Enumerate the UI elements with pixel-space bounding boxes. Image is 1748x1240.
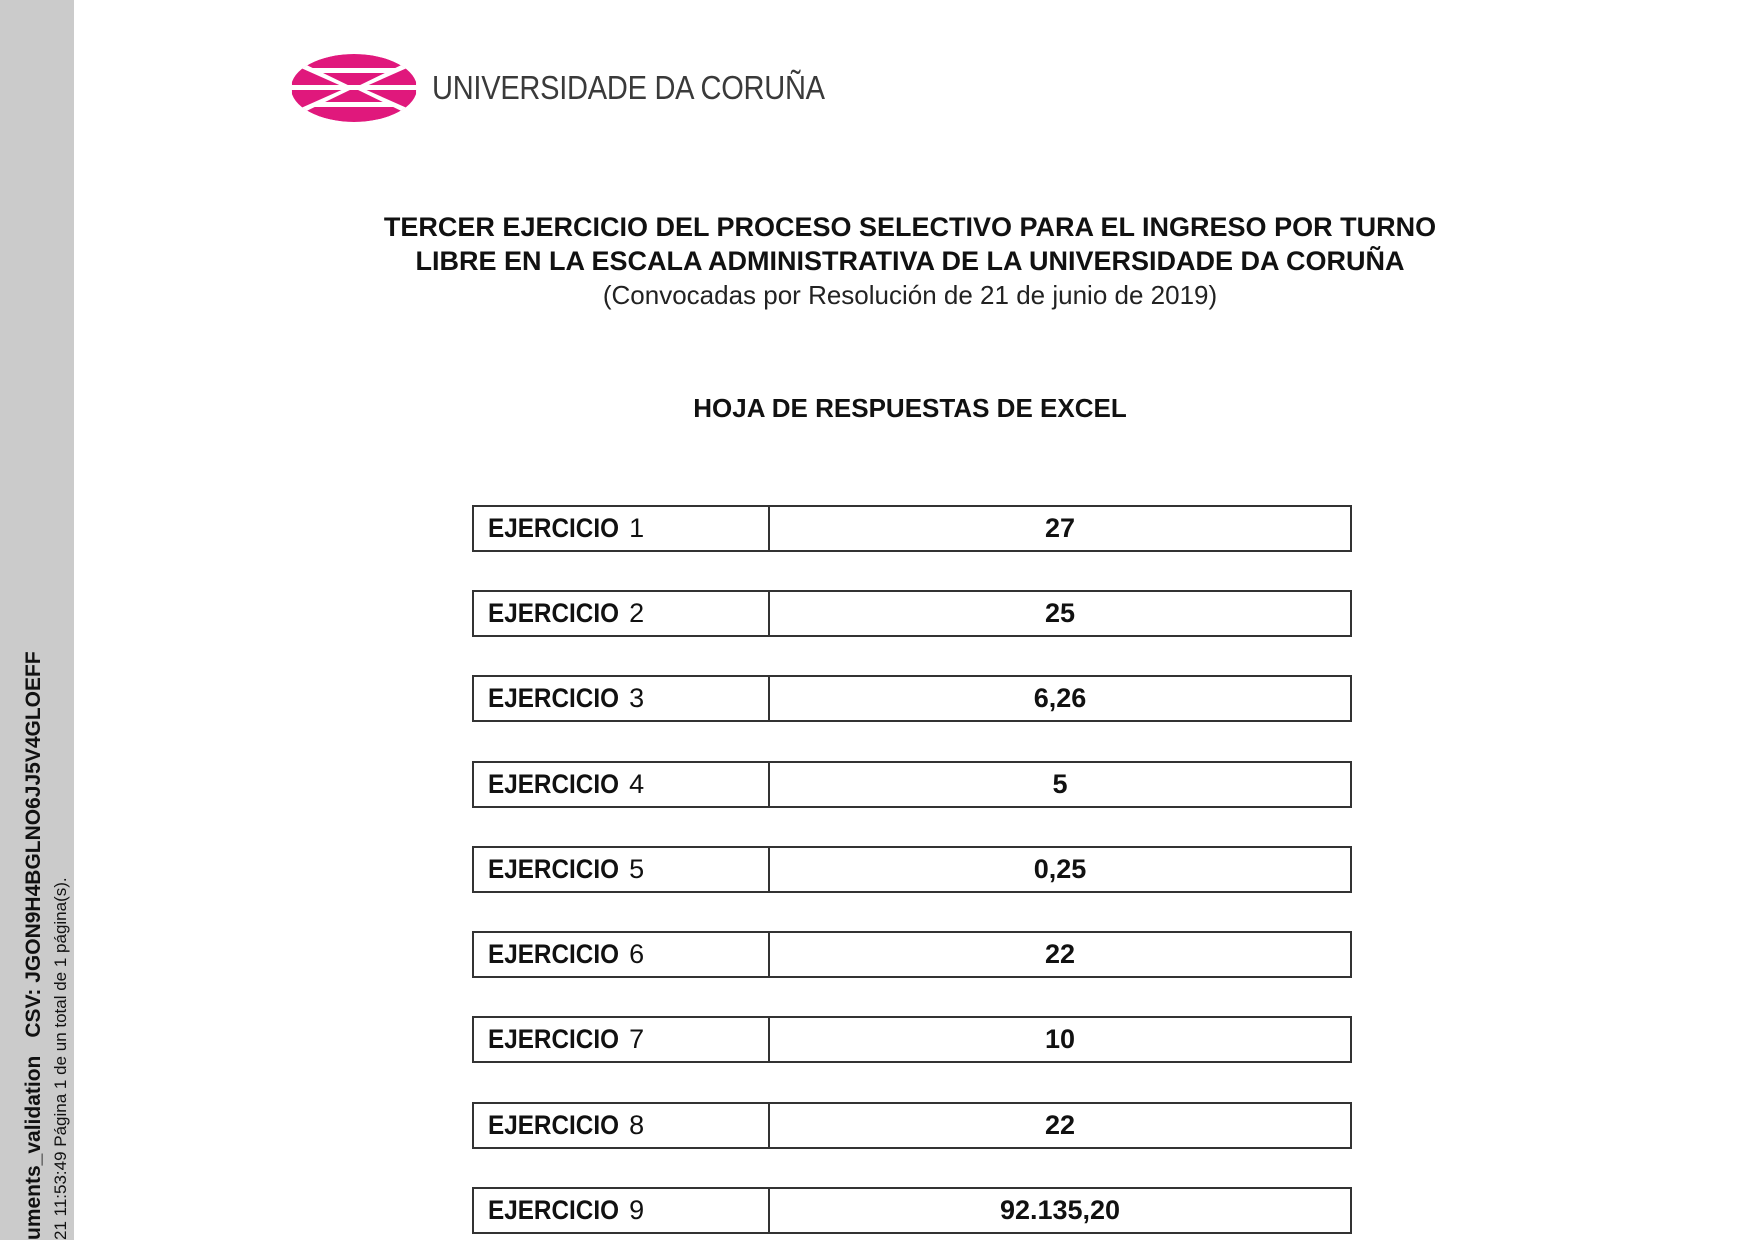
answer-label-word: EJERCICIO [488, 939, 619, 969]
answer-label-word: EJERCICIO [488, 598, 619, 628]
heading-line-1: TERCER EJERCICIO DEL PROCESO SELECTIVO PARA EL INGRESO POR TURNO [383, 212, 1437, 242]
answer-label-number: 4 [629, 769, 645, 799]
csv-code: CSV: JGON9H4BGLNO6JJ5V4GLOEFF [22, 651, 45, 1038]
answer-value: 6,26 [1033, 683, 1087, 713]
answer-label-number: 9 [629, 1195, 645, 1225]
answer-label-number: 5 [629, 854, 645, 884]
validation-url-fragment: uments_validation [22, 1055, 45, 1240]
answer-label-number: 7 [629, 1024, 645, 1054]
answer-row-5 [472, 846, 1352, 893]
validation-text [20, 651, 74, 1240]
answer-value: 27 [1044, 513, 1076, 543]
answer-row-4 [472, 761, 1352, 808]
answer-label [474, 592, 770, 635]
answer-label-number: 2 [629, 598, 645, 628]
answer-label [474, 1018, 770, 1061]
answer-value: 22 [1044, 1110, 1076, 1140]
answer-value: 5 [1052, 769, 1068, 799]
answer-label-word: EJERCICIO [488, 854, 619, 884]
answer-value: 0,25 [1033, 854, 1087, 884]
validation-line-2: 21 11:53:49 Página 1 de un total de 1 página(s). [51, 877, 70, 1240]
answer-label-word: EJERCICIO [488, 683, 619, 713]
university-name: UNIVERSIDADE DA CORUÑA [432, 69, 825, 106]
answer-row-8 [472, 1102, 1352, 1149]
answer-label-word: EJERCICIO [488, 1024, 619, 1054]
answer-label [474, 677, 770, 720]
answer-value: 10 [1044, 1024, 1076, 1054]
answer-row-9 [472, 1187, 1352, 1234]
answer-row-1 [472, 505, 1352, 552]
answer-row-3 [472, 675, 1352, 722]
answer-label [474, 1104, 770, 1147]
answer-row-6 [472, 931, 1352, 978]
heading-line-2: LIBRE EN LA ESCALA ADMINISTRATIVA DE LA UNIVERSIDADE DA CORUÑA [415, 246, 1405, 276]
answer-value: 25 [1044, 598, 1076, 628]
answer-label-word: EJERCICIO [488, 1110, 619, 1140]
university-logo [288, 50, 878, 126]
answer-label [474, 507, 770, 550]
answer-value: 92.135,20 [999, 1195, 1121, 1225]
answer-row-2 [472, 590, 1352, 637]
validation-sidebar [0, 0, 74, 1240]
answer-sheet-title: HOJA DE RESPUESTAS DE EXCEL [693, 393, 1127, 423]
answer-label-number: 1 [629, 513, 645, 543]
heading-subtitle: (Convocadas por Resolución de 21 de junio de 2019) [602, 280, 1218, 310]
answer-label [474, 763, 770, 806]
answer-label [474, 1189, 770, 1232]
answer-label-word: EJERCICIO [488, 1195, 619, 1225]
answer-label [474, 848, 770, 891]
answer-label-number: 6 [629, 939, 645, 969]
document-heading [260, 210, 1560, 312]
answer-label-word: EJERCICIO [488, 769, 619, 799]
answer-label-number: 8 [629, 1110, 645, 1140]
university-emblem-icon [288, 50, 420, 126]
answer-label-word: EJERCICIO [488, 513, 619, 543]
answer-label [474, 933, 770, 976]
validation-line-1 [20, 651, 47, 1240]
answer-value: 22 [1044, 939, 1076, 969]
answer-label-number: 3 [629, 683, 645, 713]
answer-row-7 [472, 1016, 1352, 1063]
